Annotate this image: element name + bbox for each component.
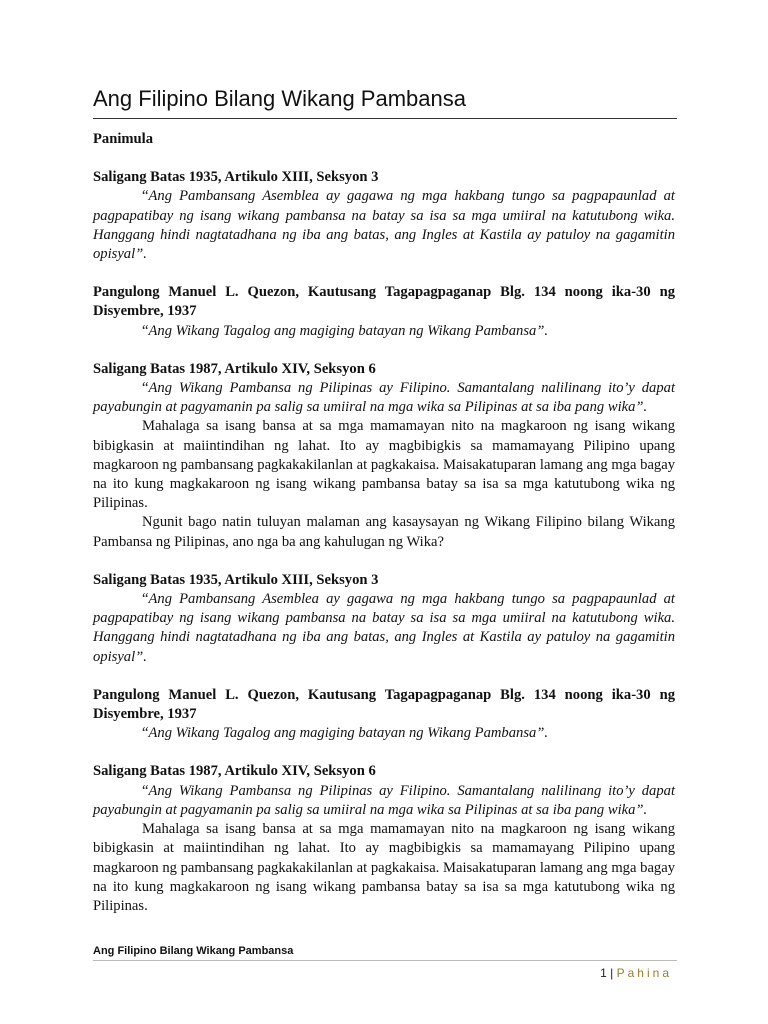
- section-quezon-a: [93, 283, 675, 341]
- section-1935-a: [93, 168, 675, 264]
- section-1987-a: [93, 360, 675, 552]
- section-quote: “Ang Wikang Tagalog ang magiging batayan ng Wikang Pambansa”.: [142, 322, 549, 339]
- page-title: Ang Filipino Bilang Wikang Pambansa: [93, 86, 677, 119]
- section-1987-b: [93, 762, 675, 916]
- section-heading: Saligang Batas 1987, Artikulo XIV, Seksyon 6: [93, 360, 376, 377]
- footer-running-title: Ang Filipino Bilang Wikang Pambansa: [93, 945, 677, 961]
- section-quezon-b: [93, 686, 675, 744]
- page-number: [600, 966, 672, 980]
- page-number-value: 1: [600, 966, 607, 980]
- body-paragraph: Ngunit bago natin tuluyan malaman ang kasaysayan ng Wikang Filipino bilang Wikang Pambansa ng Pilipinas, ano nga ba ang kahulugan ng Wika?: [93, 514, 675, 550]
- section-heading: Saligang Batas 1935, Artikulo XIII, Seksyon 3: [93, 169, 379, 186]
- section-quote: “Ang Pambansang Asemblea ay gagawa ng mga hakbang tungo sa pagpapaunlad at pagpapatibay ng isang wikang pambansa na batay sa isa sa mga umiiral na katutubong wika. Hanggang hindi nagtatadhana ng iba ang batas, ang Ingles at Kastila ay patuloy na gagamitin opisyal”.: [93, 188, 675, 263]
- section-1935-b: [93, 571, 675, 667]
- page-number-separator: |: [610, 966, 614, 980]
- section-heading: Pangulong Manuel L. Quezon, Kautusang Tagapagpaganap Blg. 134 noong ika-30 ng Disyembre, 1937: [93, 686, 675, 723]
- intro-heading: Panimula: [93, 131, 154, 147]
- page-word: Pahina: [616, 966, 672, 980]
- body-paragraph: Mahalaga sa isang bansa at sa mga mamamayan nito na magkaroon ng isang wikang bibigkasin at maiintindihan ng lahat. Ito ay magbibigkis sa mamamayang Pilipino upang magkaroon ng pambansang pagkakakilanlan at pagkakaisa. Maisakatuparan lamang ang mga bagay na ito kung magkakaroon ng isang wikang pambansa batay sa isa sa mga katutubong wika ng Pilipinas.: [93, 418, 675, 512]
- section-quote: “Ang Wikang Pambansa ng Pilipinas ay Filipino. Samantalang nalilinang ito’y dapat payabungin at pagyamanin pa salig sa umiiral na mga wika sa Pilipinas at sa iba pang wika”.: [93, 782, 675, 818]
- section-quote: “Ang Wikang Tagalog ang magiging batayan ng Wikang Pambansa”.: [142, 725, 549, 742]
- section-quote: “Ang Pambansang Asemblea ay gagawa ng mga hakbang tungo sa pagpapaunlad at pagpapatibay ng isang wikang pambansa na batay sa isa sa mga umiiral na katutubong wika. Hanggang hindi nagtatadhana ng iba ang batas, ang Ingles at Kastila ay patuloy na gagamitin opisyal”.: [93, 591, 675, 665]
- section-heading: Pangulong Manuel L. Quezon, Kautusang Tagapagpaganap Blg. 134 noong ika-30 ng Disyembre, 1937: [93, 284, 675, 320]
- document-body: [93, 130, 675, 935]
- section-quote: “Ang Wikang Pambansa ng Pilipinas ay Filipino. Samantalang nalilinang ito’y dapat payabungin at pagyamanin pa salig sa umiiral na mga wika sa Pilipinas at sa iba pang wika”.: [93, 380, 675, 416]
- section-heading: Saligang Batas 1987, Artikulo XIV, Seksyon 6: [93, 763, 376, 780]
- section-heading: Saligang Batas 1935, Artikulo XIII, Seksyon 3: [93, 571, 379, 588]
- body-paragraph: Mahalaga sa isang bansa at sa mga mamamayan nito na magkaroon ng isang wikang bibigkasin at maiintindihan ng lahat. Ito ay magbibigkis sa mamamayang Pilipino upang magkaroon ng pambansang pagkakakilanlan at pagkakaisa. Maisakatuparan lamang ang mga bagay na ito kung magkakaroon ng isang wikang pambansa batay sa isa sa mga katutubong wika ng Pilipinas.: [93, 821, 675, 914]
